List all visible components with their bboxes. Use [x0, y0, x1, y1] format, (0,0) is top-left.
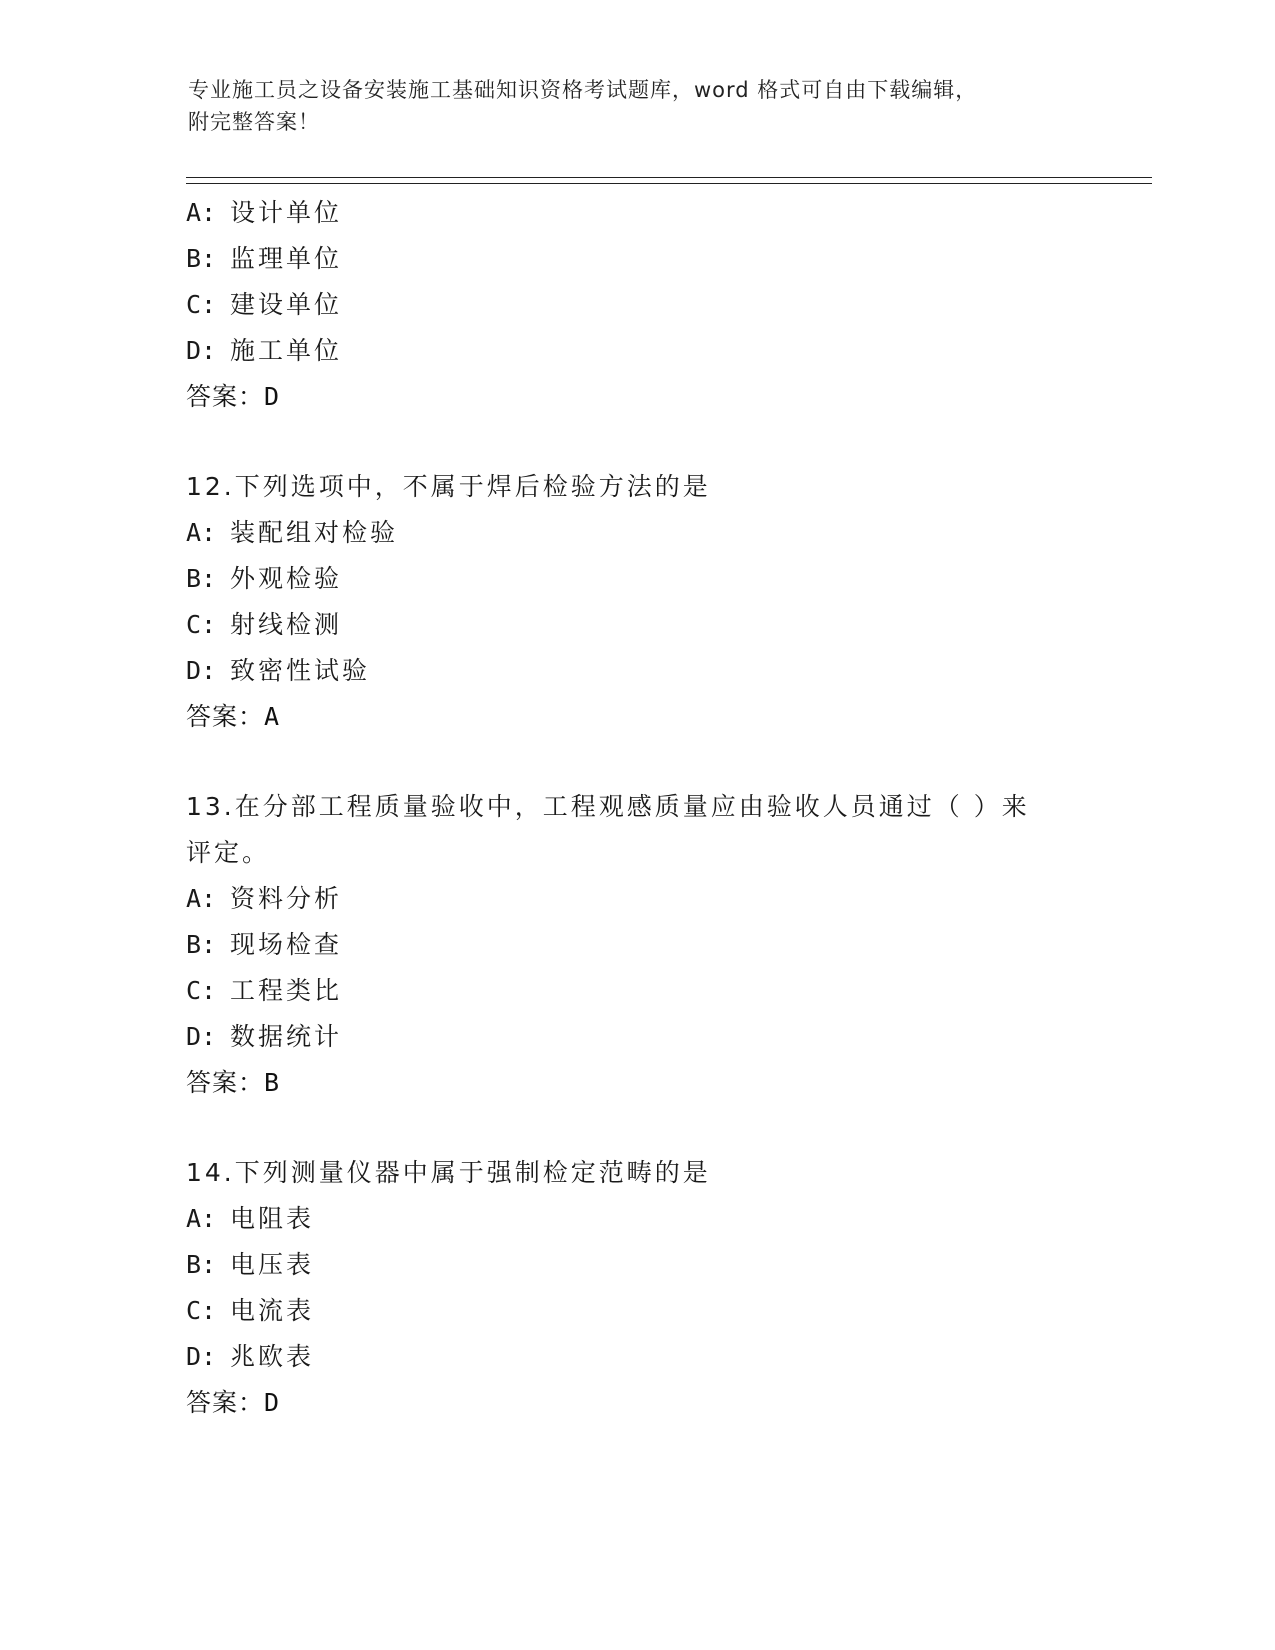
option-d	[186, 1014, 1106, 1060]
answer-value: B	[264, 1068, 281, 1097]
option-d	[186, 648, 1106, 694]
option-b	[186, 556, 1106, 602]
option-a	[186, 510, 1106, 556]
answer-value: A	[264, 702, 281, 731]
page-header	[188, 74, 1068, 138]
answer-line	[186, 1060, 1106, 1106]
option-text: 施工单位	[230, 336, 343, 365]
option-text: 电阻表	[230, 1204, 315, 1233]
option-text: 兆欧表	[230, 1342, 315, 1371]
option-text: 数据统计	[230, 1022, 343, 1051]
option-key: A:	[186, 198, 217, 227]
option-c	[186, 282, 1106, 328]
option-key: C:	[186, 610, 217, 639]
option-c	[186, 602, 1106, 648]
question-13	[186, 784, 1106, 1106]
option-text: 建设单位	[230, 290, 343, 319]
option-b	[186, 922, 1106, 968]
option-d	[186, 1334, 1106, 1380]
option-key: C:	[186, 976, 217, 1005]
option-key: A:	[186, 518, 217, 547]
option-c	[186, 1288, 1106, 1334]
option-text: 现场检查	[230, 930, 343, 959]
answer-value: D	[264, 382, 281, 411]
option-text: 资料分析	[230, 884, 343, 913]
option-text: 电压表	[230, 1250, 315, 1279]
option-text: 电流表	[230, 1296, 315, 1325]
option-key: B:	[186, 1250, 217, 1279]
option-text: 射线检测	[230, 610, 343, 639]
option-a	[186, 1196, 1106, 1242]
answer-line	[186, 374, 1106, 420]
option-b	[186, 236, 1106, 282]
header-line-1: 专业施工员之设备安装施工基础知识资格考试题库，word 格式可自由下载编辑，	[188, 78, 978, 102]
answer-label: 答案：	[186, 1068, 265, 1097]
option-key: D:	[186, 656, 217, 685]
answer-label: 答案：	[186, 702, 265, 731]
option-key: C:	[186, 290, 217, 319]
question-11-tail	[186, 190, 1106, 420]
option-c	[186, 968, 1106, 1014]
answer-line	[186, 1380, 1106, 1426]
option-key: D:	[186, 336, 217, 365]
question-stem: 14.下列测量仪器中属于强制检定范畴的是	[186, 1158, 711, 1187]
question-12	[186, 464, 1106, 740]
option-text: 外观检验	[230, 564, 343, 593]
option-d	[186, 328, 1106, 374]
header-line-2: 附完整答案！	[188, 110, 320, 134]
answer-label: 答案：	[186, 382, 265, 411]
option-text: 设计单位	[230, 198, 343, 227]
question-list	[186, 190, 1106, 1426]
option-key: D:	[186, 1342, 217, 1371]
option-text: 工程类比	[230, 976, 343, 1005]
answer-label: 答案：	[186, 1388, 265, 1417]
option-key: A:	[186, 884, 217, 913]
option-b	[186, 1242, 1106, 1288]
question-stem: 12.下列选项中，不属于焊后检验方法的是	[186, 472, 711, 501]
option-key: B:	[186, 244, 217, 273]
option-text: 监理单位	[230, 244, 343, 273]
option-text: 装配组对检验	[230, 518, 399, 547]
question-14	[186, 1150, 1106, 1426]
answer-line	[186, 694, 1106, 740]
option-text: 致密性试验	[230, 656, 371, 685]
option-key: C:	[186, 1296, 217, 1325]
question-stem: 13.在分部工程质量验收中，工程观感质量应由验收人员通过（ ）来评定。	[186, 792, 1030, 867]
option-a	[186, 190, 1106, 236]
option-key: A:	[186, 1204, 217, 1233]
option-key: B:	[186, 930, 217, 959]
option-a	[186, 876, 1106, 922]
answer-value: D	[264, 1388, 281, 1417]
option-key: B:	[186, 564, 217, 593]
header-double-rule	[186, 177, 1152, 184]
option-key: D:	[186, 1022, 217, 1051]
